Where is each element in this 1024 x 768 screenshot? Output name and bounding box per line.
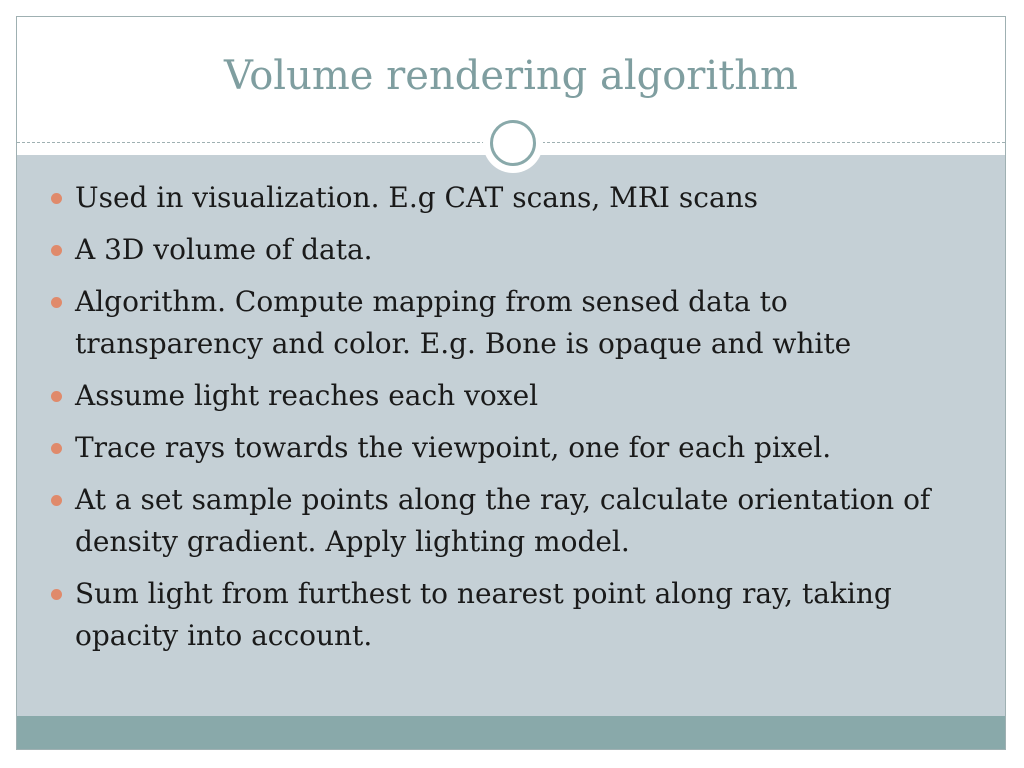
- bullet-item: [51, 281, 981, 365]
- bullet-dot-icon: [51, 589, 62, 600]
- slide: [16, 16, 1006, 750]
- bullet-dot-icon: [51, 297, 62, 308]
- bullet-dot-icon: [51, 193, 62, 204]
- bullet-item: [51, 177, 981, 219]
- bullet-dot-icon: [51, 443, 62, 454]
- slide-title: Volume rendering algorithm: [223, 53, 798, 99]
- bullet-dot-icon: [51, 391, 62, 402]
- bullet-item: [51, 375, 981, 417]
- bullet-item: [51, 573, 981, 657]
- bullet-text: Algorithm. Compute mapping from sensed data to transparency and color. E.g. Bone is opaque and white: [75, 285, 852, 360]
- bullet-text: A 3D volume of data.: [75, 233, 373, 266]
- bullet-dot-icon: [51, 245, 62, 256]
- bullet-dot-icon: [51, 495, 62, 506]
- bullet-text: Assume light reaches each voxel: [75, 379, 539, 412]
- bullet-item: [51, 229, 981, 271]
- bullet-text: Trace rays towards the viewpoint, one for each pixel.: [75, 431, 832, 464]
- footer-bar: [17, 716, 1005, 750]
- bullet-text: Sum light from furthest to nearest point along ray, taking opacity into account.: [75, 577, 892, 652]
- bullet-text: Used in visualization. E.g CAT scans, MRI scans: [75, 181, 759, 214]
- bullet-list: [51, 177, 981, 667]
- decorative-circle-icon: [490, 120, 536, 166]
- bullet-item: [51, 479, 981, 563]
- bullet-text: At a set sample points along the ray, calculate orientation of density gradient. Apply lighting model.: [75, 483, 931, 558]
- bullet-item: [51, 427, 981, 469]
